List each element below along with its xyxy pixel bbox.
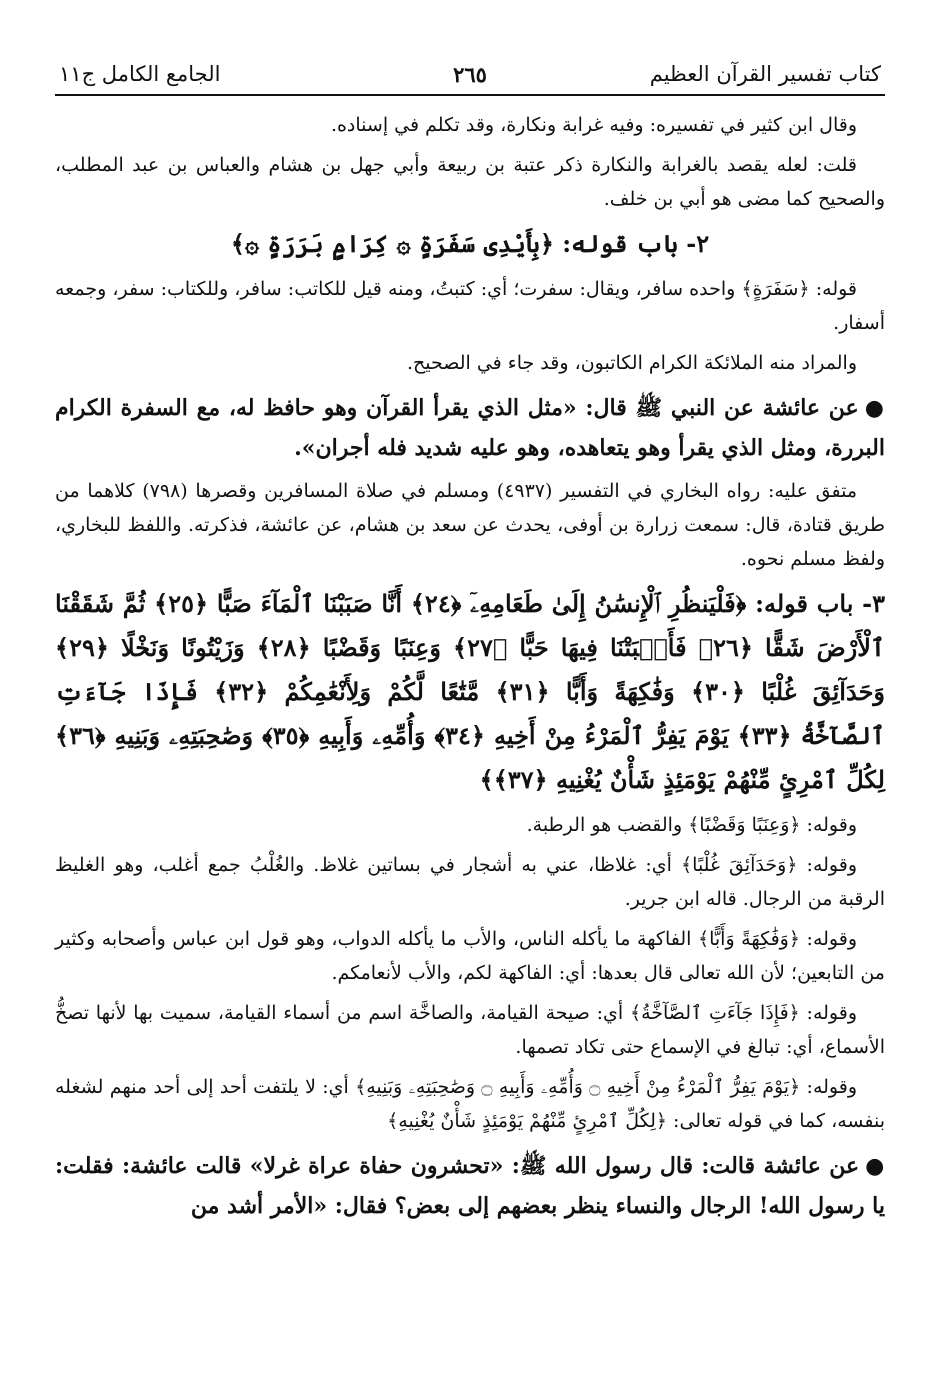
paragraph-hadaiq: وقوله: ﴿وَحَدَآئِقَ غُلْبًا﴾ أي: غلاظا، عني به أشجار في بساتين غلاظ. والغُلْبُ جمع أغلب، وهو الغليظ الرقبة من الرجال. قاله ابن جرير. [55, 854, 885, 910]
hadith-aisha-2 [55, 1146, 885, 1226]
paragraph-sakhkha: وقوله: ﴿فَإِذَا جَآءَتِ ٱلصَّآخَّةُ﴾ أي: صيحة القيامة، والصاخَّة اسم من أسماء القيامة، سميت بها لأنها تصخُّ الأسماع، أي: تبالغ في الإسماع حتى تكاد تصمها. [55, 1002, 885, 1058]
book-title: كتاب تفسير القرآن العظيم [649, 62, 881, 86]
bullet-icon: ● [864, 395, 885, 421]
paragraph-angels: والمراد منه الملائكة الكرام الكاتبون، وقد جاء في الصحيح. [406, 352, 857, 374]
chapter-label-2: ٢- باب قوله: [562, 229, 710, 258]
page-header [55, 52, 885, 96]
chapter-verses-3: ﴿فَلْيَنظُرِ ٱلْإِنسَٰنُ إِلَىٰ طَعَامِهِۦٓ ﴿٢٤﴾ أَنَّا صَبَبْنَا ٱلْمَآءَ صَبًّا ﴿٢٥﴾ ثُمَّ شَقَقْنَا ٱلْأَرْضَ شَقًّا ﴿٢٦﴾ فَأَنۢبَتْنَا فِيهَا حَبًّا ﴿٢٧﴾ وَعِنَبًا وَقَضْبًا ﴿٢٨﴾ وَزَيْتُونًا وَنَخْلًا ﴿٢٩﴾ وَحَدَآئِقَ غُلْبًا ﴿٣٠﴾ وَفَٰكِهَةً وَأَبًّا ﴿٣١﴾ مَّتَٰعًا لَّكُمْ وَلِأَنْعَٰمِكُمْ ﴿٣٢﴾ فَإِذَا جَآءَتِ ٱلصَّآخَّةُ ﴿٣٣﴾ يَوْمَ يَفِرُّ ٱلْمَرْءُ مِنْ أَخِيهِ ﴿٣٤﴾ وَأُمِّهِۦ وَأَبِيهِ ﴿٣٥﴾ وَصَٰحِبَتِهِۦ وَبَنِيهِ ﴿٣٦﴾ لِكُلِّ ٱمْرِئٍ مِّنْهُمْ يَوْمَئِذٍ شَأْنٌ يُغْنِيهِ ﴿٣٧﴾﴾ [55, 589, 886, 794]
chapter-heading-2 [55, 222, 885, 266]
paragraph-fakiha: وقوله: ﴿وَفَٰكِهَةً وَأَبًّا﴾ الفاكهة ما يأكله الناس، والأب ما يأكله الدواب، وهو قول ابن عباس وأصحابه وكثير من التابعين؛ لأن الله تعالى قال بعدها: أي: الفاكهة لكم، والأب لأنعامكم. [55, 928, 885, 984]
hadith-text-1: عن عائشة عن النبي ﷺ قال: «مثل الذي يقرأ القرآن وهو حافظ له، مع السفرة الكرام البررة، ومثل الذي يقرأ وهو يتعاهده، وهو عليه شديد فله أجران». [55, 395, 885, 461]
hadith-text-2: عن عائشة قالت: قال رسول الله ﷺ: «تحشرون حفاة عراة غرلا» قالت عائشة: فقلت: يا رسول الله! الرجال والنساء ينظر بعضهم إلى بعض؟ فقال: «الأمر أشد من [55, 1153, 885, 1219]
chapter-verses-2: ﴿بِأَيْدِى سَفَرَةٍ ۞ كِرَامٍ بَرَرَةٍ ۞﴾ [230, 229, 554, 258]
book-page [55, 52, 885, 1232]
chapter-heading-3 [55, 582, 885, 802]
page-body [55, 96, 885, 1226]
paragraph-ibn-kathir: وقال ابن كثير في تفسيره: وفيه غرابة ونكارة، وقد تكلم في إسناده. [330, 114, 857, 136]
paragraph-takhrij: متفق عليه: رواه البخاري في التفسير (٤٩٣٧) ومسلم في صلاة المسافرين وقصرها (٧٩٨) كلاهما من طريق قتادة، قال: سمعت زرارة بن أوفى، يحدث عن سعد بن هشام، عن عائشة، فذكرته. واللفظ للبخاري، ولفظ مسلم نحوه. [55, 480, 885, 570]
paragraph-safarah: قوله: ﴿سَفَرَةٍ﴾ واحده سافر، ويقال: سفرت؛ أي: كتبتُ، ومنه قيل للكاتب: سافر، وللكتاب: سفر، وجمعه أسفار. [55, 278, 885, 334]
paragraph-author-note: قلت: لعله يقصد بالغرابة والنكارة ذكر عتبة بن ربيعة وأبي جهل بن هشام والعباس بن عبد المطلب، والصحيح كما مضى هو أبي بن خلف. [55, 154, 885, 210]
chapter-label-3: ٣- باب قوله: [755, 589, 886, 618]
page-number: ٢٦٥ [453, 62, 487, 87]
bullet-icon: ● [865, 1153, 885, 1179]
hadith-aisha-1 [55, 388, 885, 468]
paragraph-yafirru: وقوله: ﴿يَوْمَ يَفِرُّ ٱلْمَرْءُ مِنْ أَخِيهِ ۝ وَأُمِّهِۦ وَأَبِيهِ ۝ وَصَٰحِبَتِهِۦ وَبَنِيهِ﴾ أي: لا يلتفت أحد إلى أحد منهم لشغله بنفسه، كما في قوله تعالى: ﴿لِكُلِّ ٱمْرِئٍ مِّنْهُمْ يَوْمَئِذٍ شَأْنٌ يُغْنِيهِ﴾ [55, 1076, 885, 1132]
paragraph-qadb: وقوله: ﴿وَعِنَبًا وَقَضْبًا﴾ والقضب هو الرطبة. [526, 814, 857, 836]
volume-label: الجامع الكامل ج١١ [59, 62, 221, 86]
